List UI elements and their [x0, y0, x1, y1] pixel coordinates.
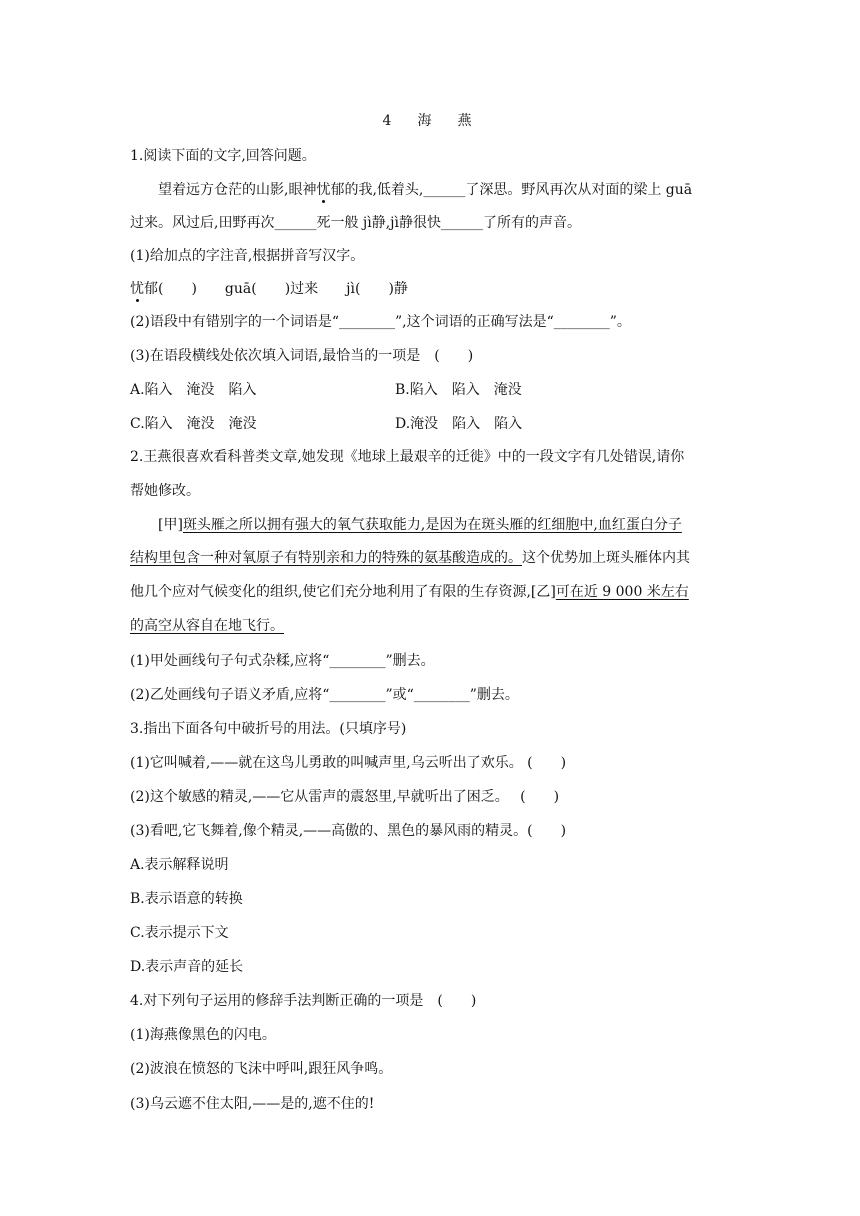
q2-passage-line2-b: 这个优势加上斑头雁体内其: [522, 550, 690, 566]
q1-sub1: (1)给加点的字注音,根据拼音写汉字。: [130, 248, 365, 264]
q3-sentence-2: (2)这个敏感的精灵,——它从雷声的震怒里,早就听出了困乏。 ( ): [130, 789, 560, 805]
q2-marker-jia: [甲]: [158, 517, 183, 533]
q4-stem: 4.对下列句子运用的修辞手法判断正确的一项是 ( ): [130, 993, 477, 1009]
q1-passage-line1: [158, 180, 692, 200]
q3-option-d: D.表示声音的延长: [130, 959, 244, 975]
q2-underlined-jia-2: 结构里包含一种对氧原子有特别亲和力的特殊的氨基酸造成的。: [130, 550, 522, 566]
q2-passage-line2: [130, 548, 690, 568]
q1-stem: 1.阅读下面的文字,回答问题。: [130, 148, 316, 164]
q1-sub2: (2)语段中有错别字的一个词语是“________”,这个词语的正确写法是“________”。: [130, 314, 631, 330]
q2-underlined-jia-1: 斑头雁之所以拥有强大的氧气获取能力,是因为在斑头雁的红细胞中,血红蛋白分子: [182, 517, 682, 533]
q2-sub2: (2)乙处画线句子语义矛盾,应将“________”或“________”删去。: [130, 687, 519, 703]
q3-option-b: B.表示语意的转换: [130, 891, 243, 907]
q3-sentence-1: (1)它叫喊着,——就在这鸟儿勇敢的叫喊声里,乌云听出了欢乐。 ( ): [130, 755, 567, 771]
q2-passage-line3-a: 他几个应对气候变化的组织,使它们充分地利用了有限的生存资源,[乙]: [130, 584, 556, 600]
page-title: 4 海 燕: [382, 113, 478, 129]
q1-option-b: B.陷入 陷入 淹没: [395, 382, 522, 398]
q3-option-c: C.表示提示下文: [130, 925, 229, 941]
q3-stem: 3.指出下面各句中破折号的用法。(只填序号): [130, 721, 407, 737]
q1-passage-line2: 过来。风过后,田野再次______死一般 jì静,jì静很快______了所有的声音。: [130, 215, 581, 231]
q1-sub1-rest: 郁( ) guā( )过来 jì( )静: [144, 281, 408, 297]
q1-option-a: A.陷入 淹没 陷入: [130, 382, 257, 398]
q1-passage-dotted-char: 忧: [316, 182, 331, 198]
q1-passage-line1-a: 望着远方仓茫的山影,眼神: [158, 182, 317, 198]
q1-option-d: D.淹没 陷入 陷入: [395, 416, 523, 432]
q4-sentence-1: (1)海燕像黑色的闪电。: [130, 1027, 276, 1043]
q2-underlined-yi-2: 的高空从容自在地飞行。: [130, 618, 284, 634]
q2-stem-line2: 帮她修改。: [130, 483, 200, 499]
q3-sentence-3: (3)看吧,它飞舞着,像个精灵,——高傲的、黑色的暴风雨的精灵。( ): [130, 823, 567, 839]
q1-sub1-dotted-char: 忧: [130, 281, 144, 297]
q1-passage-line1-b: 郁的我,低着头,______了深思。野风再次从对面的梁上 guā: [330, 182, 693, 198]
q1-option-c: C.陷入 淹没 淹没: [130, 416, 257, 432]
q2-passage-line4: [130, 616, 284, 636]
q2-underlined-yi-1: 可在近 9 000 米左右: [555, 584, 689, 600]
q4-sentence-2: (2)波浪在愤怒的飞沫中呼叫,跟狂风争鸣。: [130, 1061, 393, 1077]
q2-passage-line1: [158, 515, 682, 535]
q2-stem-line1: 2.王燕很喜欢看科普类文章,她发现《地球上最艰辛的迁徙》中的一段文字有几处错误,请你: [130, 449, 685, 465]
q1-sub1-blanks: [130, 279, 408, 299]
q1-sub3: (3)在语段横线处依次填入词语,最恰当的一项是 ( ): [130, 348, 474, 364]
q3-option-a: A.表示解释说明: [130, 857, 229, 873]
q2-passage-line3: [130, 582, 689, 602]
q4-sentence-3: (3)乌云遮不住太阳,——是的,遮不住的!: [130, 1096, 375, 1112]
q2-sub1: (1)甲处画线句子句式杂糅,应将“________”删去。: [130, 653, 435, 669]
